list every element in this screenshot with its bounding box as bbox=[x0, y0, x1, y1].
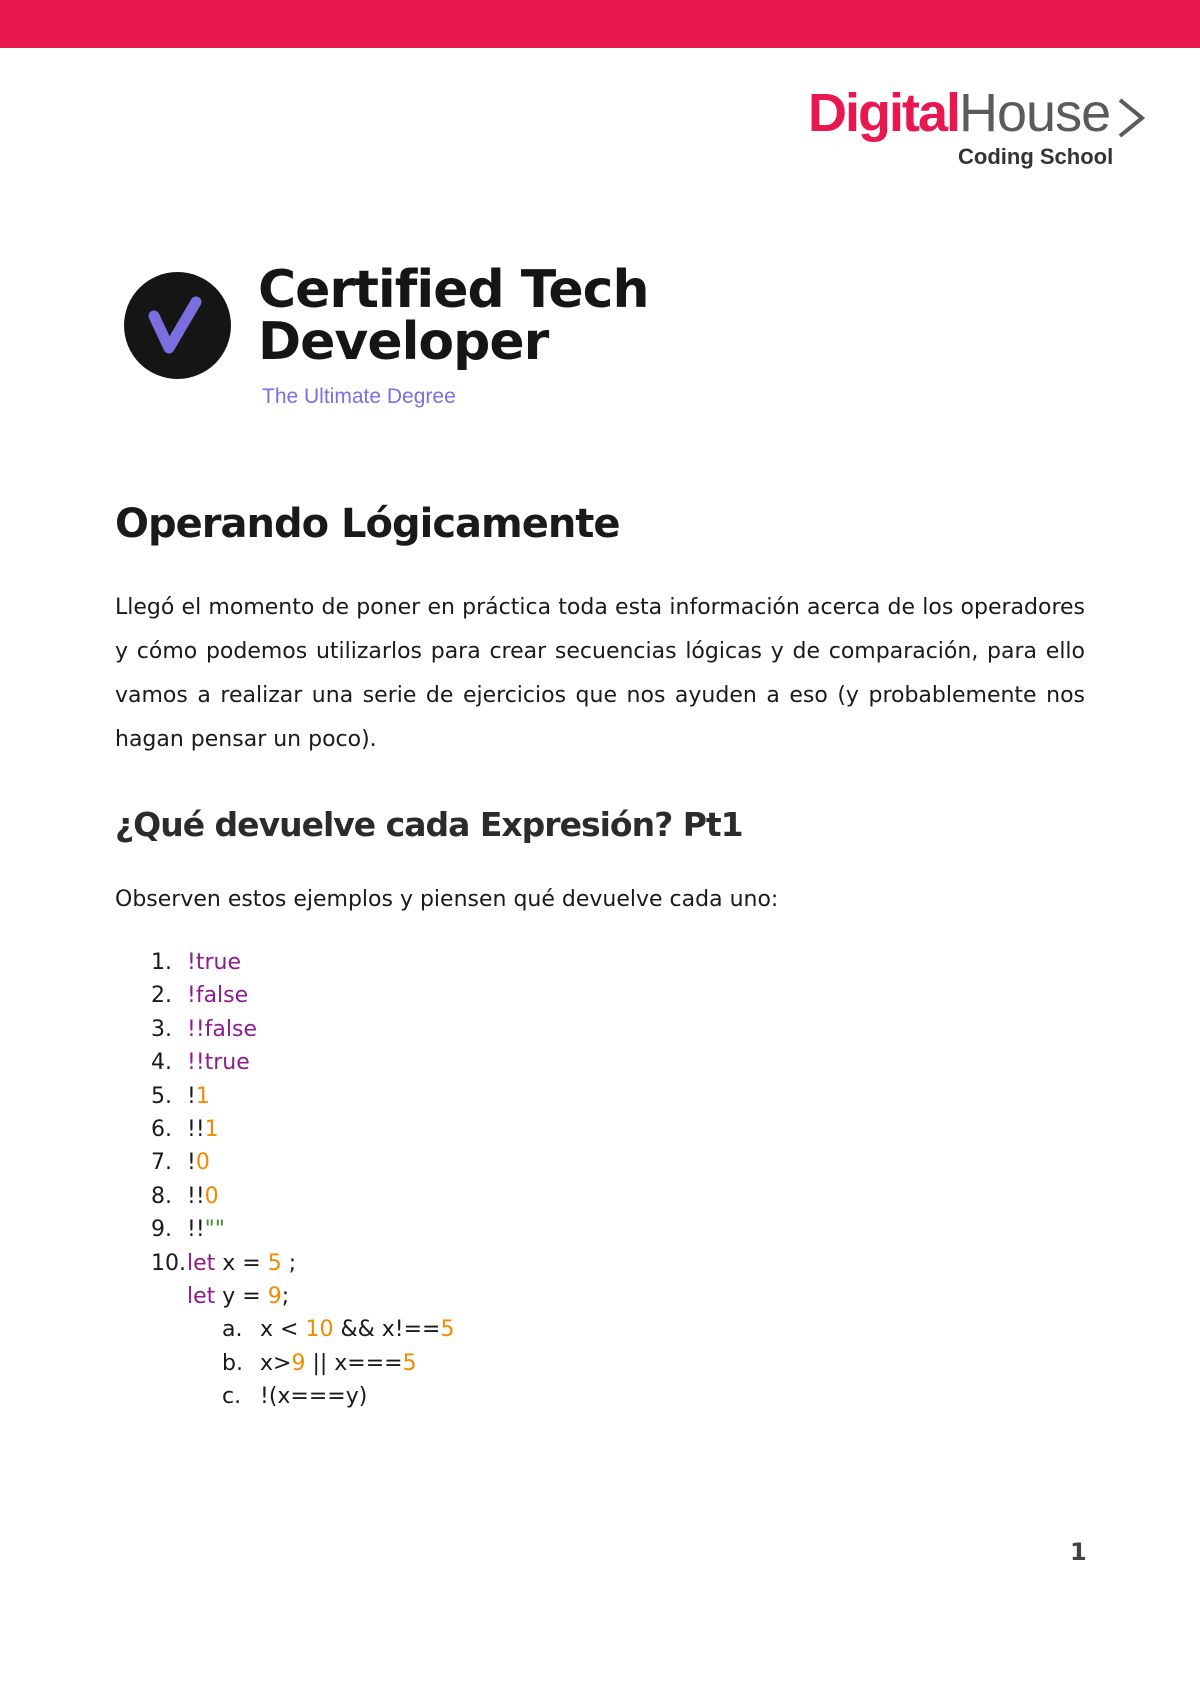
code-text: && x!== bbox=[333, 1317, 441, 1343]
code-number: 5 bbox=[402, 1350, 417, 1376]
page-number: 1 bbox=[1070, 1538, 1087, 1566]
item-number: 9. bbox=[151, 1217, 172, 1243]
code-keyword: let bbox=[187, 1250, 216, 1276]
certified-tech-developer-logo bbox=[124, 260, 684, 420]
item-value: true bbox=[204, 1050, 250, 1076]
item-value: 1 bbox=[195, 1083, 210, 1109]
item-value: false bbox=[195, 983, 249, 1009]
logo-title-line-2: Developer bbox=[258, 312, 549, 372]
logo-title bbox=[258, 260, 649, 372]
code-text: || x=== bbox=[305, 1350, 403, 1376]
item-value: false bbox=[204, 1016, 257, 1042]
code-number: 5 bbox=[440, 1317, 455, 1343]
code-number: 9 bbox=[291, 1350, 306, 1376]
item-value: 1 bbox=[204, 1117, 219, 1143]
list-item bbox=[115, 1180, 1085, 1213]
digital-house-logo bbox=[808, 83, 1148, 176]
exercise-list bbox=[115, 946, 1085, 1280]
code-text: y = bbox=[215, 1284, 268, 1310]
code-keyword: let bbox=[187, 1284, 216, 1310]
list-item bbox=[115, 1113, 1085, 1146]
item-number: 2. bbox=[151, 983, 172, 1009]
item-number: a. bbox=[222, 1317, 243, 1343]
list-item bbox=[115, 979, 1085, 1012]
item-operator: ! bbox=[187, 1083, 196, 1109]
item-number: c. bbox=[222, 1384, 242, 1410]
item-operator: ! bbox=[187, 1150, 196, 1176]
item-number: 8. bbox=[151, 1183, 172, 1209]
top-accent-bar bbox=[0, 0, 1200, 48]
item-number: 7. bbox=[151, 1150, 172, 1176]
list-item bbox=[115, 1046, 1085, 1079]
item-operator: !! bbox=[187, 1217, 205, 1243]
item-operator: ! bbox=[187, 950, 196, 975]
code-line-2 bbox=[115, 1280, 1085, 1313]
code-number: 9 bbox=[267, 1284, 282, 1310]
list-item bbox=[115, 1347, 1085, 1380]
section-title: ¿Qué devuelve cada Expresión? Pt1 bbox=[115, 805, 743, 844]
logo-house-text: House bbox=[959, 83, 1111, 143]
chevron-right-icon bbox=[1116, 96, 1146, 140]
item-number: b. bbox=[222, 1350, 243, 1376]
item-value: "" bbox=[204, 1217, 225, 1243]
intro-paragraph: Llegó el momento de poner en práctica toda esta información acerca de los operadores y cómo podemos utilizarlos para crear secuencias lógicas y de comparación, para ello vamos a realizar una serie de ejercicios que nos ayuden a eso (y probablemente nos hagan pensar un poco). bbox=[115, 595, 1085, 752]
section-lead: Observen estos ejemplos y piensen qué devuelve cada uno: bbox=[115, 887, 779, 912]
logo-digital-text: Digital bbox=[808, 83, 960, 143]
item-value: 0 bbox=[204, 1183, 219, 1209]
item-operator: !! bbox=[187, 1117, 205, 1143]
item-operator: !! bbox=[187, 1050, 205, 1076]
list-item bbox=[115, 1380, 1085, 1413]
code-text: ; bbox=[281, 1284, 290, 1310]
logo-subtitle: Coding School bbox=[958, 144, 1114, 169]
item-operator: !! bbox=[187, 1183, 205, 1209]
item-value: 0 bbox=[195, 1150, 210, 1176]
item-number: 4. bbox=[151, 1050, 172, 1076]
list-item bbox=[115, 1213, 1085, 1246]
code-number: 5 bbox=[267, 1250, 282, 1276]
item-value: true bbox=[195, 950, 241, 975]
list-item bbox=[115, 946, 1085, 979]
item-operator: ! bbox=[187, 983, 196, 1009]
item-number: 1. bbox=[151, 950, 172, 975]
code-text: x> bbox=[260, 1350, 292, 1376]
document-body bbox=[115, 496, 1085, 1414]
check-icon bbox=[124, 272, 231, 379]
item-operator: !! bbox=[187, 1016, 205, 1042]
sub-exercise-list bbox=[115, 1313, 1085, 1413]
code-text: ; bbox=[281, 1250, 297, 1276]
item-number: 10. bbox=[151, 1250, 186, 1276]
logo-tagline: The Ultimate Degree bbox=[262, 385, 456, 408]
logo-badge-circle bbox=[124, 272, 231, 379]
item-number: 3. bbox=[151, 1016, 172, 1042]
list-item bbox=[115, 1013, 1085, 1046]
list-item bbox=[115, 1146, 1085, 1179]
page-title: Operando Lógicamente bbox=[115, 501, 620, 547]
item-number: 6. bbox=[151, 1117, 172, 1143]
logo-title-line-1: Certified Tech bbox=[258, 260, 649, 320]
list-item bbox=[115, 1247, 1085, 1280]
list-item bbox=[115, 1080, 1085, 1113]
list-item bbox=[115, 1313, 1085, 1346]
code-text: x < bbox=[260, 1317, 306, 1343]
code-text: x = bbox=[215, 1250, 268, 1276]
code-text: !(x===y) bbox=[260, 1384, 368, 1410]
code-number: 10 bbox=[305, 1317, 334, 1343]
item-number: 5. bbox=[151, 1083, 172, 1109]
